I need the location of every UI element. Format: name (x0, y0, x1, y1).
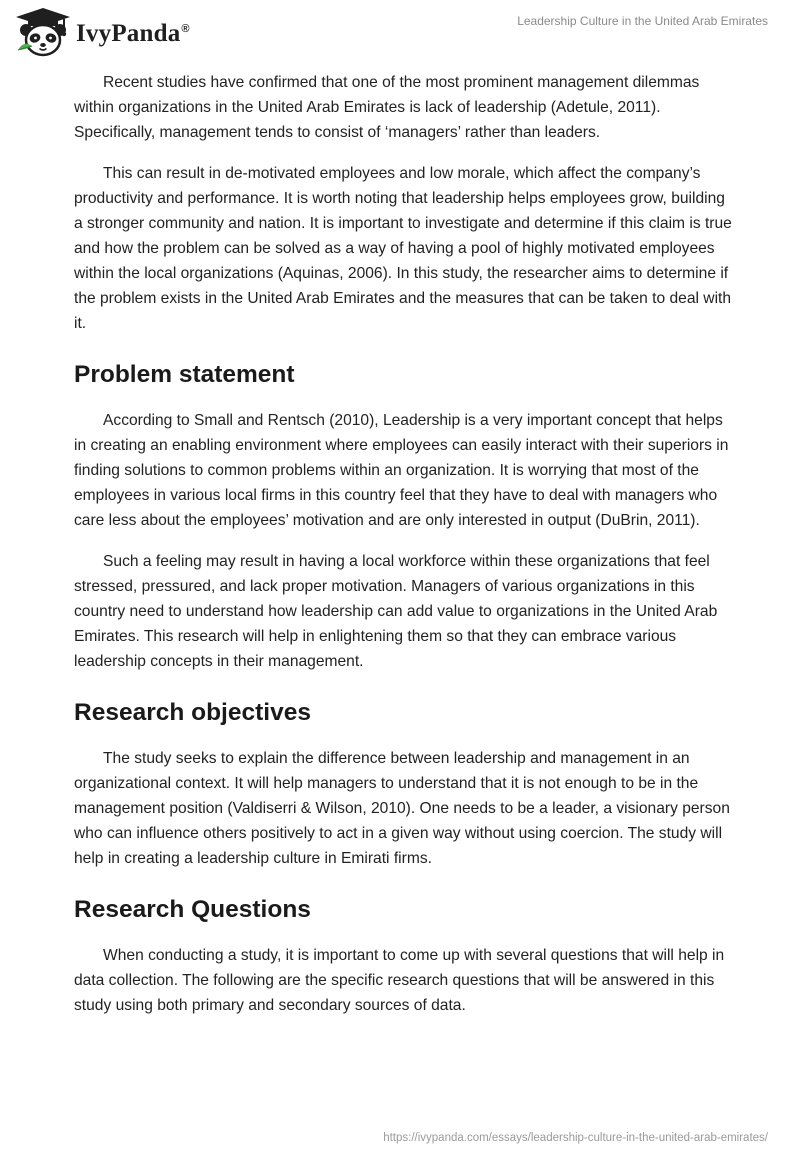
paragraph: Recent studies have confirmed that one of the most prominent management dilemmas within organizations in the United Arab Emirates is lack of leadership (Adetule, 2011). Specifically, management tends to consist of ‘managers’ rather than leaders. (74, 74, 700, 141)
registered-mark: ® (181, 22, 190, 35)
paragraph: Such a feeling may result in having a local workforce within these organizations that feel stressed, pressured, and lack proper motivation. Managers of various organizations in this country need to understand how leadership can add value to organizations in the United Arab Emirates. This research will help in enlightening them so that they can embrace various leadership concepts in their management. (74, 553, 718, 670)
section-heading-research-questions: Research Questions (74, 896, 311, 923)
essay-body (74, 70, 734, 1034)
section-heading-research-objectives: Research objectives (74, 699, 311, 726)
paragraph: When conducting a study, it is important to come up with several questions that will help in data collection. The following are the specific research questions that will be answered in this study using both primary and secondary sources of data. (74, 947, 725, 1014)
ivypanda-logo[interactable] (14, 6, 190, 58)
panda-graduation-cap-icon (14, 6, 72, 58)
paragraph: The study seeks to explain the difference between leadership and management in an organizational context. It will help managers to understand that it is not enough to be in the management position (Valdiserri & Wilson, 2010). One needs to be a leader, a visionary person who can influence others positively to act in a given way without using coercion. The study will help in creating a leadership culture in Emirati firms. (74, 750, 730, 867)
brand-name: IvyPanda® (76, 20, 190, 47)
page-header (0, 0, 800, 62)
document-title: Leadership Culture in the United Arab Emirates (517, 14, 768, 28)
source-url[interactable]: https://ivypanda.com/essays/leadership-culture-in-the-united-arab-emirates/ (383, 1132, 768, 1144)
paragraph: According to Small and Rentsch (2010), Leadership is a very important concept that helps in creating an enabling environment where employees can easily interact with their superiors in finding solutions to common problems within an organization. It is worrying that most of the employees in various local firms in this country feel that they have to deal with managers who care less about the employees’ motivation and are only interested in output (DuBrin, 2011). (74, 412, 729, 529)
section-heading-problem-statement: Problem statement (74, 361, 295, 388)
paragraph: This can result in de-motivated employees and low morale, which affect the company’s productivity and performance. It is worth noting that leadership helps employees grow, building a stronger community and nation. It is important to investigate and determine if this claim is true and how the problem can be solved as a way of having a pool of highly motivated employees within the local organizations (Aquinas, 2006). In this study, the researcher aims to determine if the problem exists in the United Arab Emirates and the measures that can be taken to deal with it. (74, 165, 732, 332)
